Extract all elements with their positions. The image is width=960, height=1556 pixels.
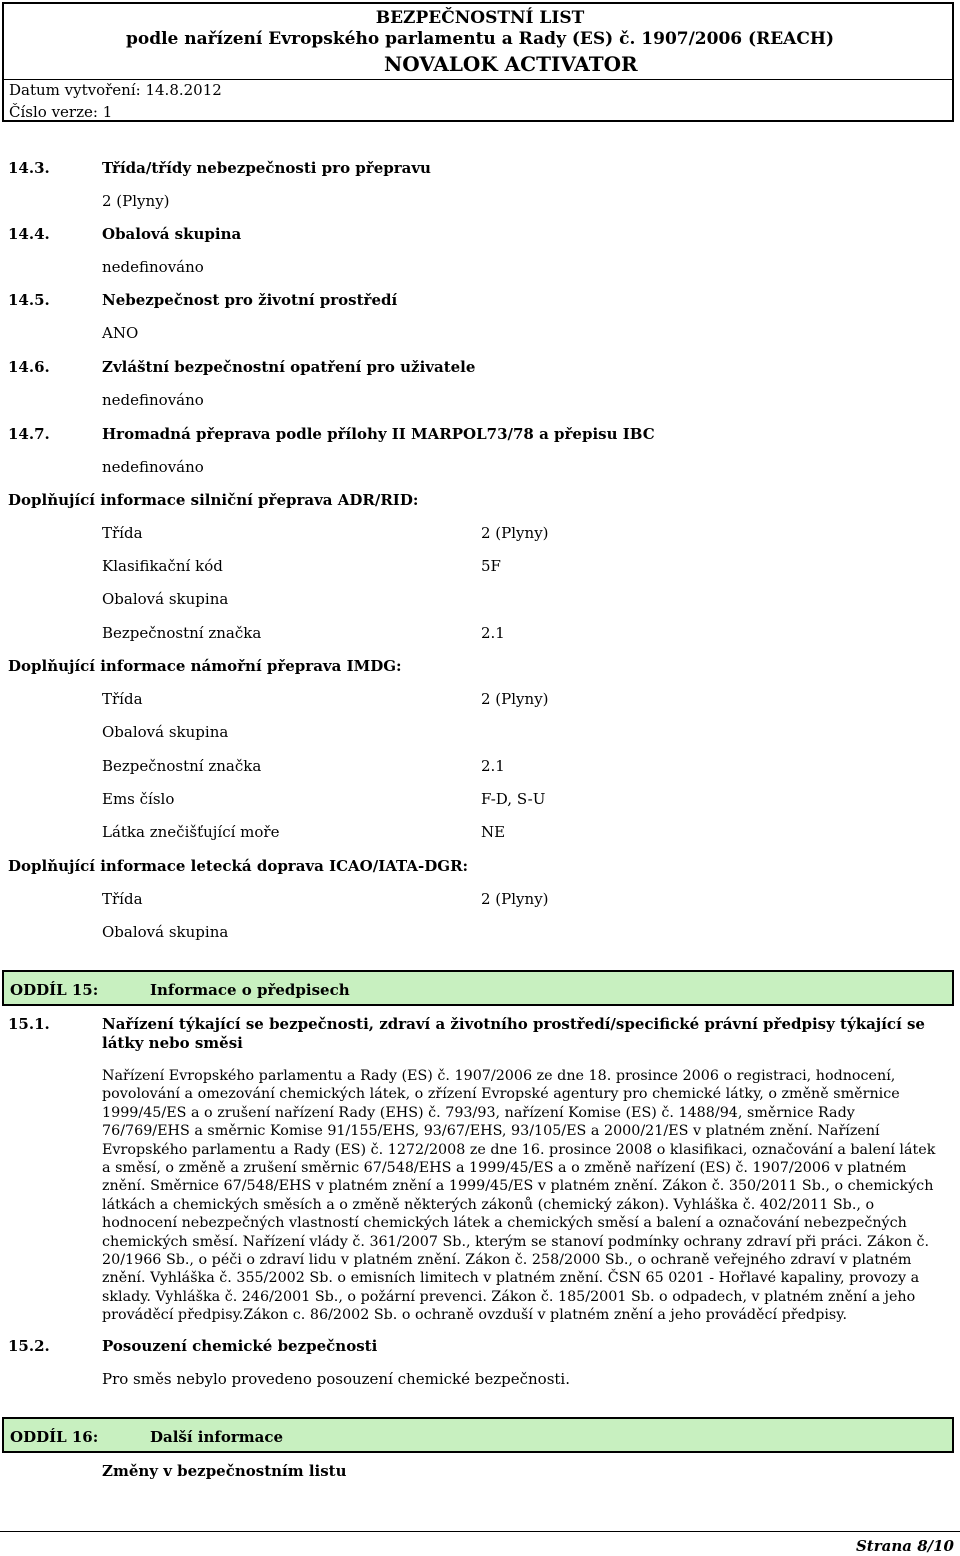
regulations-text: Nařízení Evropského parlamentu a Rady (ES) č. 1907/2006 ze dne 18. prosince 2006 o registraci, hodnocení, povolování a omezování chemických látek, o zřízení Evropské agentury pro chemické látky, o změně směrnice 1999/45/ES a o zrušení nařízení Rady (EHS) č. 793/93, nařízení Komise (ES) č. 1488/94, směrnice Rady 76/769/EHS a směrnic Komise 91/155/EHS, 93/67/EHS, 93/105/ES a 2000/21/ES v platném znění. Nařízení Evropského parlamentu a Rady (ES) č. 1272/2008 ze dne 16. prosince 2008 o klasifikaci, označování a balení látek a směsí, o změně a zrušení směrnic 67/548/EHS a 1999/45/ES a o změně nařízení (ES) č. 1907/2006 v platném znění. Směrnice 67/548/EHS v platném znění a 1999/45/ES v platném znění. Zákon č. 350/2011 Sb., o chemických látkách a chemických směsích a o změně některých zákonů (chemický zákon). Vyhláška č. 402/2011 Sb., o hodnocení nebezpečných vlastností chemických látek a chemických směsí a balení a označování nebezpečných chemických směsí. Nařízení vlády č. 361/2007 Sb., kterým se stanoví podmínky ochrany zdraví při práci. Zákon č. 20/1966 Sb., o péči o zdraví lidu v platném znění. Zákon č. 258/2000 Sb., o ochraně veřejného zdraví v platném znění. Vyhláška č. 355/2002 Sb. o emisních limitech v platném znění. ČSN 65 0201 - Hořlavé kapaliny, provozy a sklady. Vyhláška č. 246/2001 Sb., o požární prevenci. Zákon č. 185/2001 Sb. o odpadech, v platném znění a jeho prováděcí předpisy.Zákon c. 86/2002 Sb. o ochraně ovzduší v platném znění a jeho prováděcí předpisy. [102,1068,936,1324]
row-value: 2 (Plyny) [481,690,549,708]
row-label: Obalová skupina [102,723,229,741]
item-number: 14.3. [8,159,50,177]
section-label: ODDÍL 15: [10,981,99,999]
section-16-bar [2,1417,954,1453]
item-value: 2 (Plyny) [102,192,170,210]
item-title: Hromadná přeprava podle přílohy II MARPOL73/78 a přepisu IBC [102,425,655,443]
row-label: Látka znečišťující moře [102,823,280,841]
row-label: Ems číslo [102,790,175,808]
item-number: 14.6. [8,358,50,376]
section-title: Další informace [150,1428,284,1446]
icao-heading: Doplňující informace letecká doprava ICAO/IATA-DGR: [8,857,469,875]
item-title: Obalová skupina [102,225,242,243]
row-value: 2 (Plyny) [481,524,549,542]
row-label: Třída [102,890,143,908]
row-value: 2.1 [481,757,505,775]
row-label: Třída [102,524,143,542]
doc-type: BEZPEČNOSTNÍ LIST [375,8,585,28]
changes-heading: Změny v bezpečnostním listu [102,1462,347,1480]
item-number: 14.5. [8,291,50,309]
subsection-title: Posouzení chemické bezpečnosti [102,1337,378,1355]
row-value: 2 (Plyny) [481,890,549,908]
item-value: ANO [102,324,139,342]
footer-divider [0,1531,960,1532]
section-title: Informace o předpisech [150,981,350,999]
row-value: 2.1 [481,624,505,642]
header-divider [4,79,952,80]
row-value: F-D, S-U [481,790,546,808]
row-value: NE [481,823,506,841]
subsection-title: Nařízení týkající se bezpečnosti, zdraví a životního prostředí/specifické právní předpisy týkající se látky nebo směsi [102,1015,925,1052]
item-number: 14.7. [8,425,50,443]
section-15-bar [2,970,954,1006]
adr-heading: Doplňující informace silniční přeprava ADR/RID: [8,491,419,509]
assessment-text: Pro směs nebylo provedeno posouzení chemické bezpečnosti. [102,1370,570,1388]
product-name: NOVALOK ACTIVATOR [384,52,638,76]
item-value: nedefinováno [102,458,204,476]
row-label: Třída [102,690,143,708]
item-title: Třída/třídy nebezpečnosti pro přepravu [102,159,431,177]
row-value: 5F [481,557,501,575]
item-number: 14.4. [8,225,50,243]
row-label: Bezpečnostní značka [102,757,262,775]
item-title: Zvláštní bezpečnostní opatření pro uživatele [102,358,476,376]
item-value: nedefinováno [102,258,204,276]
page-number: Strana 8/10 [855,1537,954,1555]
subsection-number: 15.2. [8,1337,50,1355]
item-title: Nebezpečnost pro životní prostředí [102,291,398,309]
subsection-number: 15.1. [8,1015,50,1033]
row-label: Bezpečnostní značka [102,624,262,642]
version-number: Číslo verze: 1 [9,103,113,121]
created-date: Datum vytvoření: 14.8.2012 [9,81,222,99]
document-header [2,2,954,122]
item-value: nedefinováno [102,391,204,409]
section-label: ODDÍL 16: [10,1428,99,1446]
regulation: podle nařízení Evropského parlamentu a Rady (ES) č. 1907/2006 (REACH) [125,29,834,49]
row-label: Klasifikační kód [102,557,223,575]
imdg-heading: Doplňující informace námořní přeprava IMDG: [8,657,402,675]
row-label: Obalová skupina [102,923,229,941]
row-label: Obalová skupina [102,590,229,608]
